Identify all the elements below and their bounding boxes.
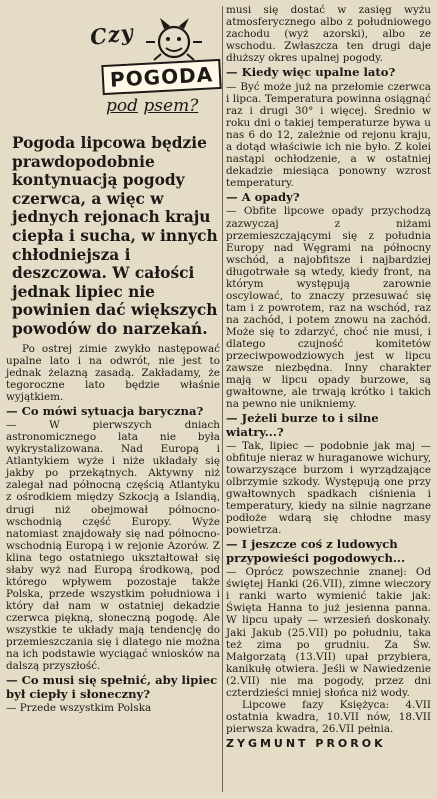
masthead-pod: pod [106, 96, 138, 116]
answer-folk-sayings: — Oprócz powszechnie znanej: Od świętej Hanki (26.VII), zimne wieczory i ranki warto wymienić takie jak: Święta Hanna to już jesienna panna. W lipcu upały — wrzesień doskonały. Jaki Jakub (25.VII) po południu, taka też zima po grudniu. Za Św. Małgorzatą (13.VII) upał przybiera, kanikułę otwiera. Jeśli w Nawiedzenie (2.VII) nie ma pogody, przez dni czterdzieści mniej słońca niż wody. [226, 566, 431, 699]
question-warm-july: — Co musi się spełnić, aby lipiec był ciepły i słoneczny? [6, 673, 218, 701]
answer-baric: — W pierwszych dniach astronomicznego lata nie była wykrystalizowana. Nad Europą i Atlantykiem wyże i niże układały się jakby po przekątnych. Aktywny niż zalegał nad północną częścią Atlantyku z ośrodkiem między Szkocją a Islandią, drugi niż obejmował północno-wschodnią część Europy. Wyże natomiast znajdowały się nad północno-wschodnią Europą i w rejonie Azorów. Z klina tego ostatniego ukształtował się słaby wyż nad Europą środkową, pod którego wpływem pozostaje także Polska, przede wszystkim południowa i który dał nam w ostatniej dekadzie czerwca piękną, słoneczną pogodę. Ale wszystkie te układy mają tendencję do przemieszczania się i dlatego nie można na ich podstawie wyciągać wniosków na dalszą przyszłość. [6, 419, 220, 673]
column-divider [222, 6, 223, 792]
left-column [6, 4, 220, 714]
masthead-czy: Czy [88, 19, 136, 50]
question-rainfall: — A opady? [226, 190, 300, 205]
question-folk-sayings: — I jeszcze coś z ludowych przypowieści pogodowych... [226, 537, 405, 565]
answer-rainfall: — Obfite lipcowe opady przychodzą zazwyczaj z niżami przemieszczającymi się z południa Europy nad Węgrami na północny wschód, a najobfitsze i najbardziej długotrwałe są wtedy, kiedy front, na którym występują zarownie oscylować, to znaczy przesuwać się tam i z powrotem, raz na wschód, raz na zachód, i potem znowu na zachód. Może się to zdarzyć, choć nie musi, i dlatego czujność komitetów przeciwpowodziowych jest w lipcu zawsze niezbędna. Inny charakter mają w lipcu opady burzowe, są gwałtowne, ale trwają krótko i takich na pewno nie unikniemy. [226, 205, 431, 411]
right-column [226, 4, 431, 750]
question-storms: — Jeżeli burze to i silne wiatry...? [226, 411, 379, 439]
intro-paragraph: Po ostrej zimie zwykło następować upalne lato i na odwrót, nie jest to jednak żelazną zasadą. Zakładamy, że tegoroczne lato będzie właśnie wyjątkiem. [6, 342, 220, 403]
moon-phases: Lipcowe fazy Księżyca: 4.VII ostatnia kwadra, 10.VII nów, 18.VII pierwsza kwadra, 26.VII pełnia. [226, 698, 431, 735]
author-signature: ZYGMUNT PROROK [226, 736, 386, 750]
answer-warm-july-start: — Przede wszystkim Polska [6, 701, 152, 714]
lead-paragraph: Pogoda lipcowa będzie prawdopodobnie kontynuacją pogody czerwca, a więc w jednych rejonach kraju ciepła i sucha, w innych chłodniejsza i deszczowa. W całości jednak lipiec nie powinien dać większych powodów do narzekań. [12, 134, 218, 338]
answer-warm-july-cont: musi się dostać w zasięg wyżu atmosferycznego albo z południowego zachodu (wyż azorski), albo ze wschodu. Zwłaszcza ten drugi daje dłuższy okres upalnej pogody. [226, 4, 431, 65]
question-baric: — Co mówi sytuacja baryczna? [6, 403, 204, 418]
masthead-pogoda: POGODA [101, 59, 222, 95]
question-hot-summer: — Kiedy więc upalne lato? [226, 65, 396, 80]
masthead-logo [6, 4, 220, 130]
masthead-psem: psem? [143, 96, 199, 116]
masthead-pod-psem [106, 96, 198, 116]
answer-storms: — Tak, lipiec — podobnie jak maj — obfituje nieraz w huraganowe wichury, towarzyszące burzom i wyrządzające olbrzymie szkody. Występują one przy gwałtownych spadkach ciśnienia i temperatury, kiedy na silnie nagrzane podłoże wdarą się chłodne masy powietrza. [226, 440, 431, 537]
answer-hot-summer: — Być może już na przełomie czerwca i lipca. Temperatura powinna osiągnąć raz i drugi 30° i więcej. Średnio w roku dni o takiej temperaturze bywa u nas 6 do 12, zależnie od rejonu kraju, a dotąd właściwie ich nie było. Z kolei nastąpi ochłodzenie, a w ostatniej dekadzie miesiąca ponowny wzrost temperatury. [226, 80, 431, 190]
